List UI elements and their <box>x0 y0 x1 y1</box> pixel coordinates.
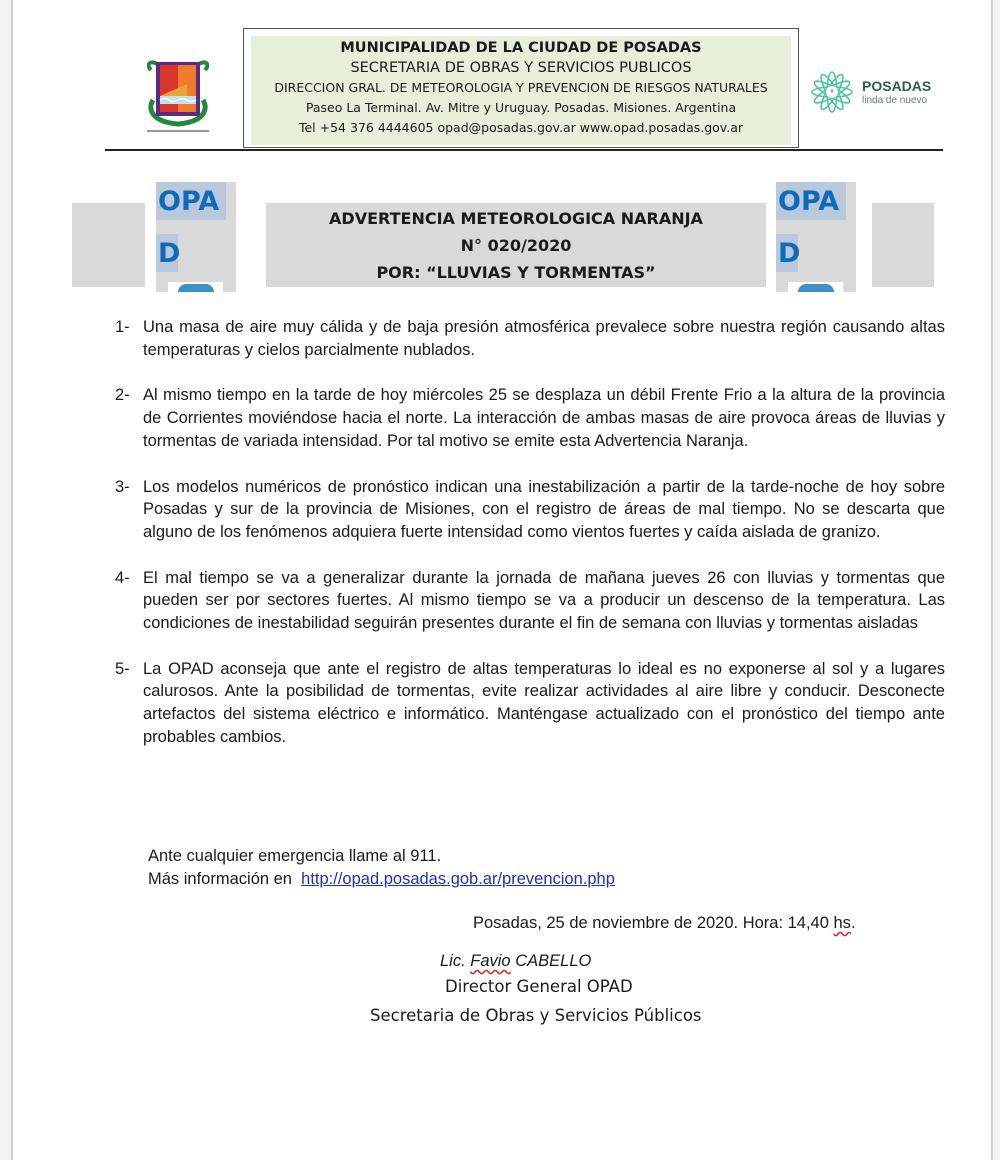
posadas-brand-logo <box>806 66 946 120</box>
brand-tagline: linda de nuevo <box>862 95 928 106</box>
item-number: 4- <box>115 568 130 587</box>
crest-underline <box>147 130 209 132</box>
opad-logo-left <box>156 182 236 292</box>
warning-title-box <box>266 203 766 287</box>
more-info-label: Más información en <box>148 870 292 888</box>
document-page <box>11 0 993 1160</box>
warning-reason: POR: “LLUVIAS Y TORMENTAS” <box>376 263 656 282</box>
item-text: El mal tiempo se va a generalizar durante la jornada de mañana jueves 26 con lluvias y tormentas que pueden ser por sectores fuertes. Al mismo tiempo se va a producir un descenso de la temperatura. Las condiciones de inestabilidad seguirán presentes durante el fin de semana con lluvias y tormentas aisladas <box>143 568 945 633</box>
list-item <box>115 316 945 361</box>
signatory-name: Lic. Favio CABELLO <box>440 952 592 970</box>
brand-name: POSADAS <box>862 78 932 94</box>
address: Paseo La Terminal. Av. Mitre y Uruguay. Posadas. Misiones. Argentina <box>305 100 737 115</box>
list-item <box>115 384 945 452</box>
letterhead <box>243 28 799 148</box>
dateline: Posadas, 25 de noviembre de 2020. Hora: 14,40 hs. <box>473 914 856 932</box>
signatory-department: Secretaria de Obras y Servicios Públicos <box>370 1006 702 1025</box>
warning-number: N° 020/2020 <box>460 236 572 255</box>
more-info-line <box>148 870 615 889</box>
item-text: Al mismo tiempo en la tarde de hoy miércoles 25 se desplaza un débil Frente Frio a la altura de la provincia de Corrientes moviéndose hacia el norte. La interacción de ambas masas de aire provoca áreas de lluvias y tormentas de variada intensidad. Por tal motivo se emite esta Advertencia Naranja. <box>143 386 945 450</box>
opad-text-line1: OPA <box>158 186 220 217</box>
item-text: Los modelos numéricos de pronóstico indican una inestabilización a partir de la tarde-noche de hoy sobre Posadas y sur de la provincia de Misiones, con el registro de áreas de mal tiempo. No se descarta que alguno de los fenómenos adquiera fuerte intensidad como vientos fuertes y caída aislada de granizo. <box>143 477 945 541</box>
item-number: 2- <box>115 386 130 405</box>
item-number: 1- <box>115 318 130 336</box>
item-number: 5- <box>115 659 130 678</box>
municipality-name: MUNICIPALIDAD DE LA CIUDAD DE POSADAS <box>340 40 702 56</box>
item-number: 3- <box>115 477 130 496</box>
list-item <box>115 567 945 635</box>
opad-text-line2: D <box>158 238 181 269</box>
opad-disc-icon <box>178 284 214 292</box>
item-text: Una masa de aire muy cálida y de baja presión atmosférica prevalece sobre nuestra región causando altas temperaturas y cielos parcialmente nublados. <box>143 318 945 359</box>
opad-logo-right <box>776 182 856 292</box>
directorate-name: DIRECCION GRAL. DE METEOROLOGIA Y PREVENCION DE RIESGOS NATURALES <box>274 80 768 95</box>
warning-items-list <box>115 316 945 772</box>
header-divider <box>105 149 943 151</box>
warning-title: ADVERTENCIA METEOROLOGICA NARANJA <box>329 209 703 228</box>
svg-text:*: * <box>830 88 834 99</box>
grey-block-left <box>72 203 145 287</box>
opad-text-line1: OPA <box>778 186 840 217</box>
municipal-crest-icon <box>147 56 209 128</box>
list-item <box>115 476 945 544</box>
signatory-title: Director General OPAD <box>445 977 633 996</box>
emergency-note: Ante cualquier emergencia llame al 911. <box>148 847 442 865</box>
contact-info: Tel +54 376 4444605 opad@posadas.gov.ar www.opad.posadas.gov.ar <box>298 120 743 135</box>
opad-disc-icon <box>798 284 834 292</box>
list-item <box>115 658 945 749</box>
grey-block-right <box>872 203 934 287</box>
item-text: La OPAD aconseja que ante el registro de altas temperaturas lo ideal es no exponerse al sol y a lugares calurosos. Ante la posibilidad de tormentas, evite realizar actividades al aire libre y conducir. Desconecte artefactos del sistema eléctrico e informático. Manténgase actualizado con el pronóstico del tiempo ante probables cambios. <box>143 659 945 746</box>
secretariat-name: SECRETARIA DE OBRAS Y SERVICIOS PUBLICOS <box>350 60 692 76</box>
opad-text-line2: D <box>778 238 801 269</box>
posadas-flower-icon <box>806 66 858 118</box>
prevention-link[interactable]: http://opad.posadas.gob.ar/prevencion.php <box>301 870 615 888</box>
